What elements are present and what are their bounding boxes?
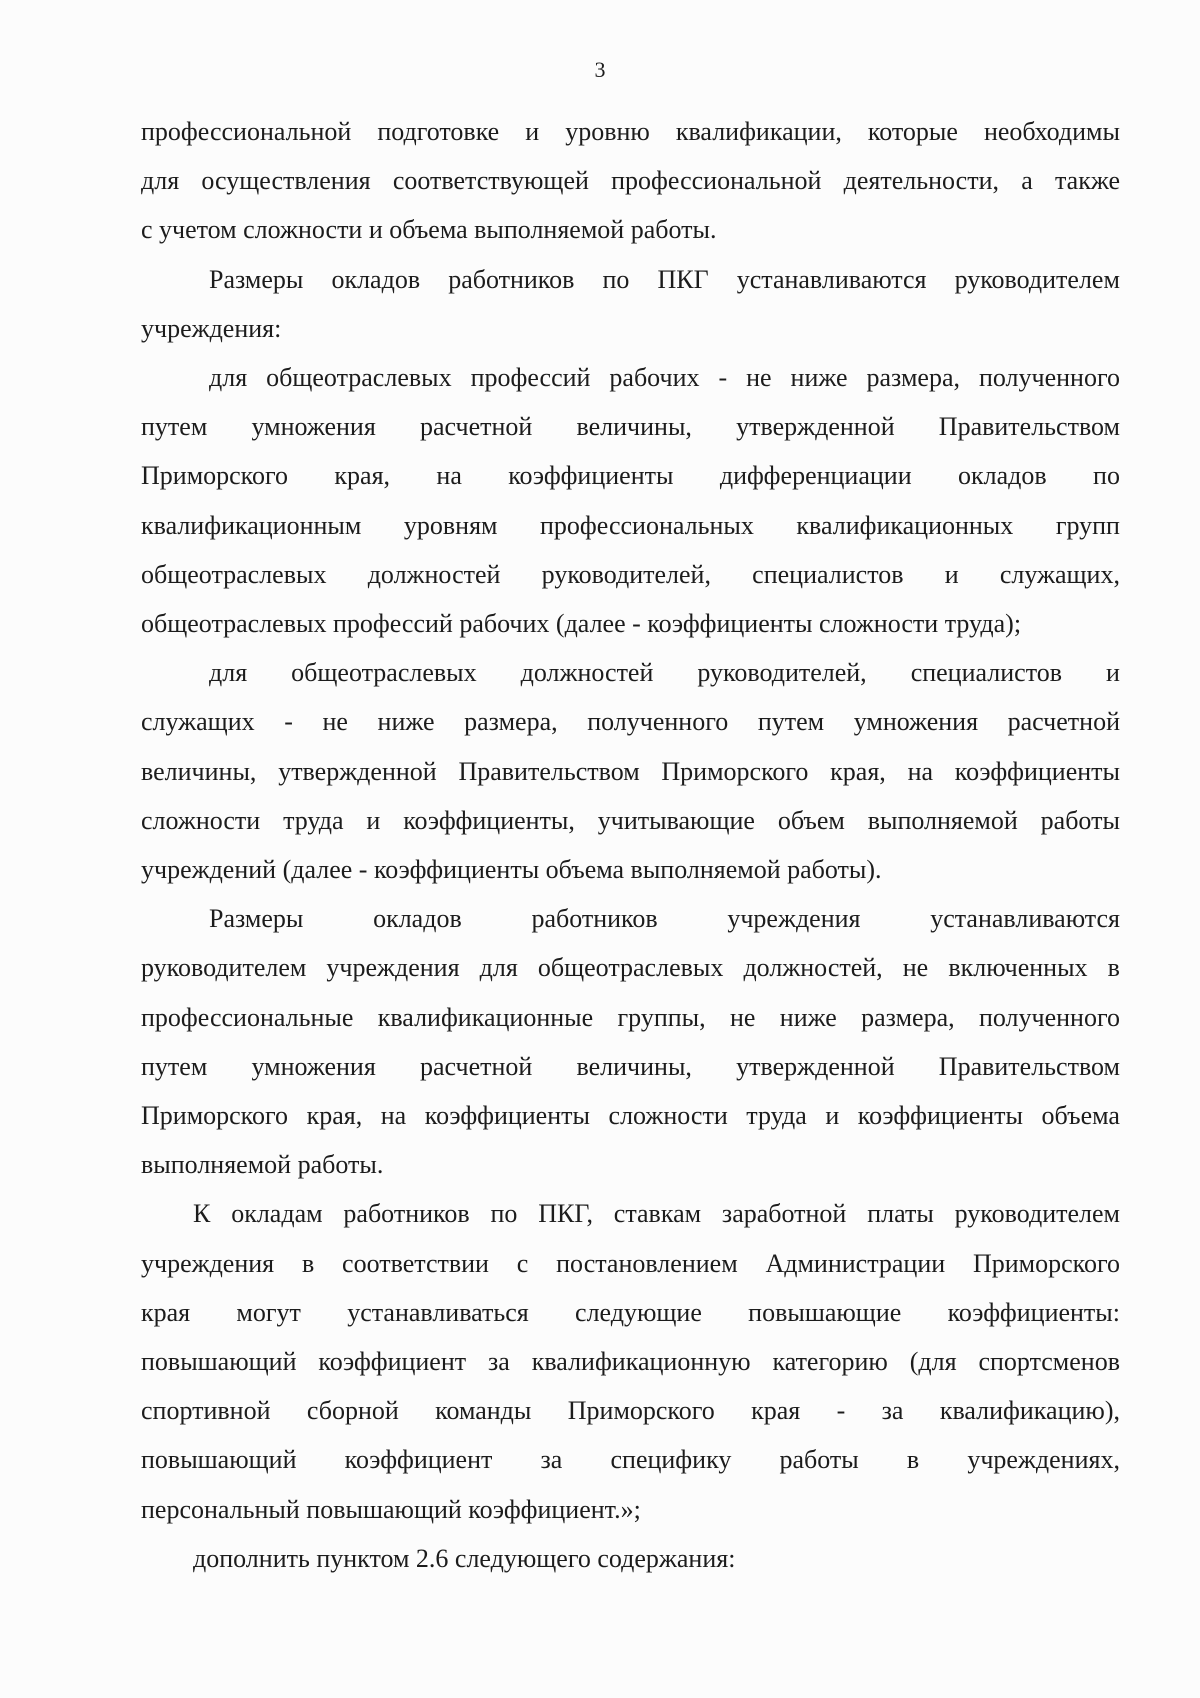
text-line: учреждений (далее - коэффициенты объема выполняемой работы). xyxy=(141,855,882,885)
text-line: путем умножения расчетной величины, утвержденной Правительством xyxy=(141,412,1120,442)
paragraph-4 xyxy=(141,648,1120,894)
text-line: Размеры окладов работников учреждения устанавливаются xyxy=(209,904,1120,934)
text-line: профессиональные квалификационные группы, не ниже размера, полученного xyxy=(141,1002,1120,1032)
text-line: повышающий коэффициент за специфику работы в учреждениях, xyxy=(141,1445,1120,1475)
text-line: руководителем учреждения для общеотраслевых должностей, не включенных в xyxy=(141,953,1120,983)
text-line: Приморского края, на коэффициенты сложности труда и коэффициенты объема xyxy=(141,1101,1120,1131)
text-line: персональный повышающий коэффициент.»; xyxy=(141,1494,641,1524)
document-body xyxy=(141,107,1120,1583)
paragraph-5 xyxy=(141,894,1120,1189)
text-line: повышающий коэффициент за квалификационную категорию (для спортсменов xyxy=(141,1347,1120,1377)
paragraph-3 xyxy=(141,353,1120,648)
text-line: профессиональной подготовке и уровню квалификации, которые необходимы xyxy=(141,117,1120,146)
text-line: квалификационным уровням профессиональных квалификационных групп xyxy=(141,510,1120,540)
text-line: дополнить пунктом 2.6 следующего содержания: xyxy=(193,1543,736,1573)
text-line: К окладам работников по ПКГ, ставкам заработной платы руководителем xyxy=(193,1199,1120,1229)
text-line: Размеры окладов работников по ПКГ устанавливаются руководителем xyxy=(209,264,1120,294)
text-line: учреждения в соответствии с постановлением Администрации Приморского xyxy=(141,1248,1120,1278)
paragraph-6 xyxy=(141,1189,1120,1533)
text-line: для общеотраслевых должностей руководителей, специалистов и xyxy=(209,658,1120,688)
text-line: общеотраслевых должностей руководителей, специалистов и служащих, xyxy=(141,559,1120,589)
page-number: 3 xyxy=(594,57,606,82)
text-line: Приморского края, на коэффициенты дифференциации окладов по xyxy=(141,461,1120,491)
text-line: для осуществления соответствующей профессиональной деятельности, а также xyxy=(141,166,1120,196)
text-line: выполняемой работы. xyxy=(141,1150,384,1180)
text-line: спортивной сборной команды Приморского края - за квалификацию), xyxy=(141,1396,1120,1426)
text-line: учреждения: xyxy=(141,313,282,343)
text-line: края могут устанавливаться следующие повышающие коэффициенты: xyxy=(141,1297,1120,1327)
text-line: с учетом сложности и объема выполняемой работы. xyxy=(141,215,717,245)
text-line: путем умножения расчетной величины, утвержденной Правительством xyxy=(141,1051,1120,1081)
paragraph-7 xyxy=(141,1534,1120,1583)
paragraph-1 xyxy=(141,107,1120,255)
text-line: общеотраслевых профессий рабочих (далее - коэффициенты сложности труда); xyxy=(141,609,1022,639)
text-line: служащих - не ниже размера, полученного путем умножения расчетной xyxy=(141,707,1120,737)
text-line: для общеотраслевых профессий рабочих - не ниже размера, полученного xyxy=(209,363,1120,393)
text-line: величины, утвержденной Правительством Приморского края, на коэффициенты xyxy=(141,756,1120,786)
paragraph-2 xyxy=(141,255,1120,353)
text-line: сложности труда и коэффициенты, учитывающие объем выполняемой работы xyxy=(141,805,1120,835)
